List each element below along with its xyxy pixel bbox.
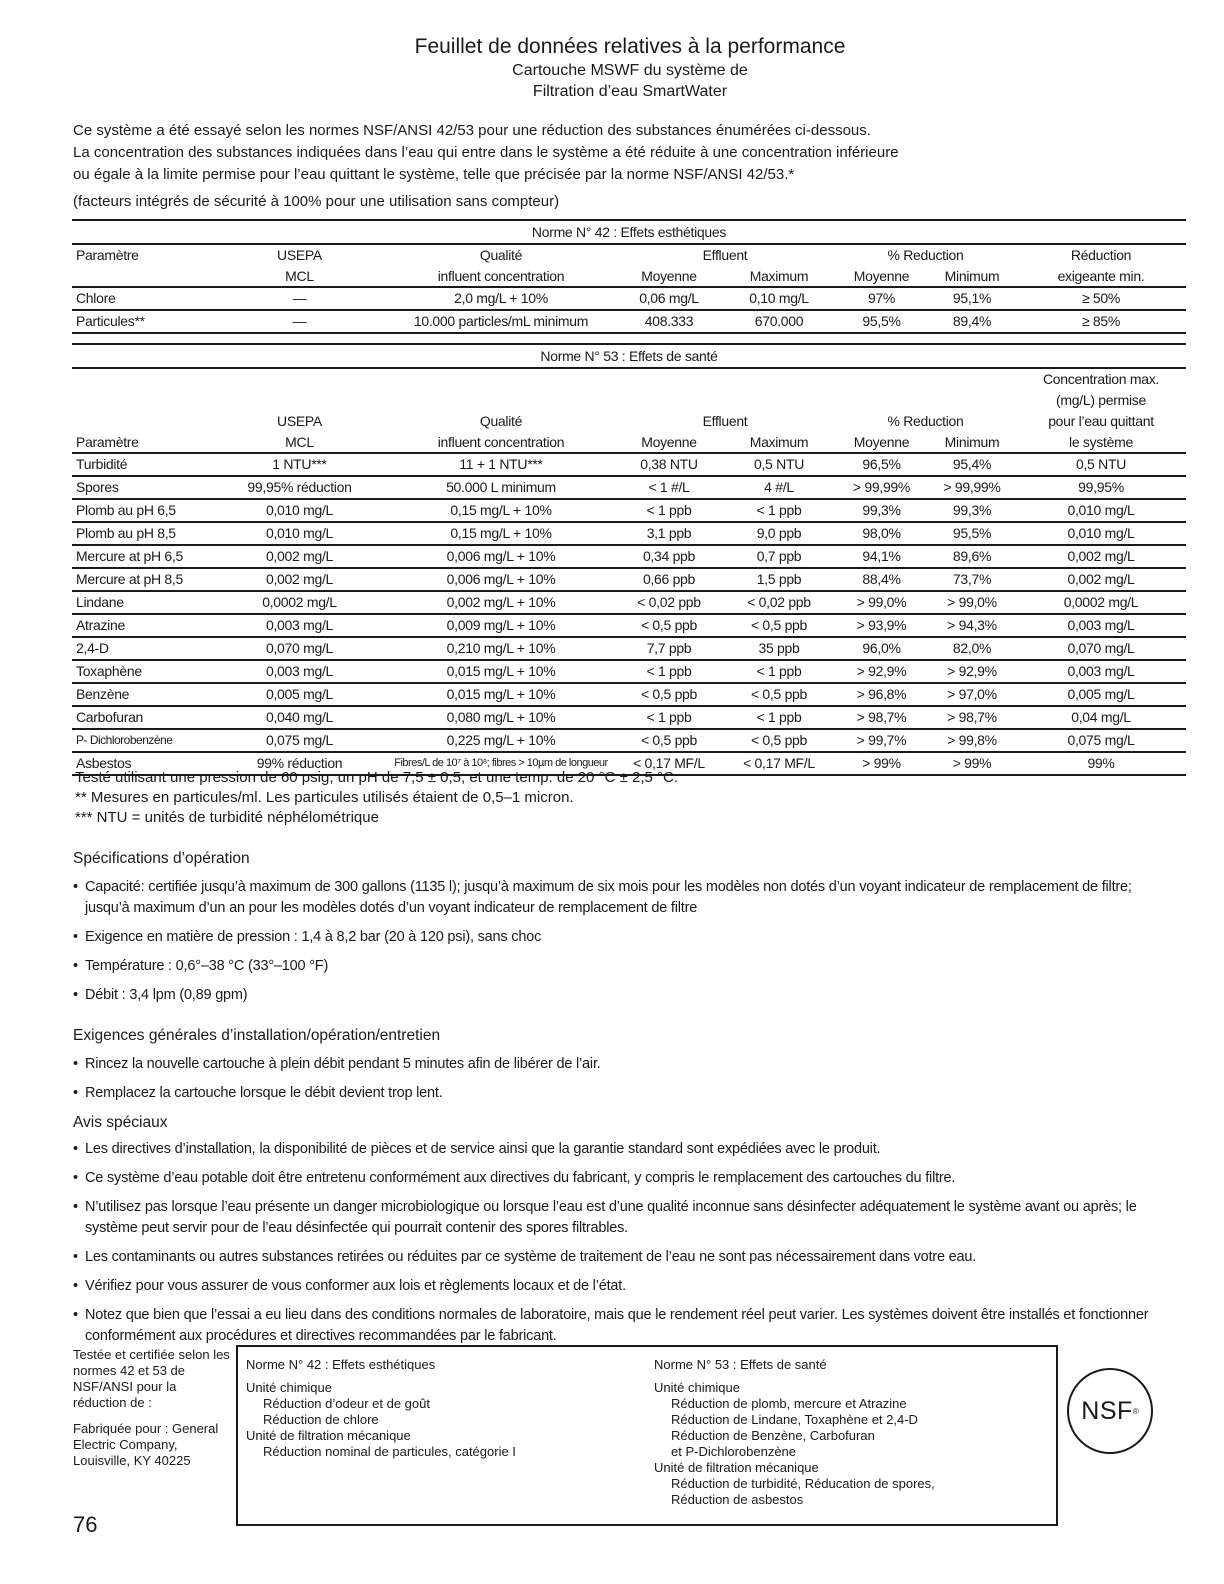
header-reduction-mean: Moyenne <box>853 268 910 284</box>
certification-53-chemical-items <box>654 1396 1044 1460</box>
cell-red-min: > 94,3% <box>928 614 1016 637</box>
cell-conc: 0,003 mg/L <box>1016 614 1186 637</box>
header-conc-line-1: Concentration max. <box>1043 371 1159 387</box>
cell-param: Mercure at pH 6,5 <box>72 545 212 568</box>
cell-red-min: > 98,7% <box>928 706 1016 729</box>
list-item: • Ce système d’eau potable doit être entretenu conformément aux directives du fabricant, y compris le remplacement des cartouches du filtre. <box>73 1168 1153 1189</box>
cell-influent: 0,006 mg/L + 10% <box>387 545 615 568</box>
header-effluent-mean: Moyenne <box>641 434 697 450</box>
manufacturer-text: Fabriquée pour : General Electric Company, Louisville, KY 40225 <box>73 1421 219 1468</box>
header-effluent: Effluent <box>702 247 748 263</box>
cell-param: Lindane <box>72 591 212 614</box>
cell-conc: 0,002 mg/L <box>1016 545 1186 568</box>
table-row <box>72 453 1186 476</box>
certification-item: Réduction de chlore <box>263 1412 379 1427</box>
cell-conc: 0,04 mg/L <box>1016 706 1186 729</box>
certification-53-chemical-unit: Unité chimique <box>654 1380 740 1395</box>
certification-notes <box>73 1347 233 1479</box>
cell-red-min: > 99,0% <box>928 591 1016 614</box>
list-item: • Exigence en matière de pression : 1,4 à 8,2 bar (20 à 120 psi), sans choc <box>73 927 1153 948</box>
table-row <box>72 729 1186 752</box>
cell-eff-max: 670.000 <box>723 310 835 333</box>
standard-42-label: Norme N° 42 : Effets esthétiques <box>72 220 1186 244</box>
cell-conc: 0,070 mg/L <box>1016 637 1186 660</box>
cell-influent: 0,015 mg/L + 10% <box>387 683 615 706</box>
cell-eff-mean: 7,7 ppb <box>615 637 723 660</box>
certification-53-heading: Norme N° 53 : Effets de santé <box>654 1357 827 1372</box>
cell-eff-max: < 0,02 ppb <box>723 591 835 614</box>
cell-eff-mean: < 0,5 ppb <box>615 683 723 706</box>
header-quality: Qualité <box>479 413 523 429</box>
cell-influent: 10.000 particles/mL minimum <box>387 310 615 333</box>
cell-mcl: 99% réduction <box>212 752 387 775</box>
standard-42-rows <box>72 287 1186 333</box>
table-row <box>72 522 1186 545</box>
cell-red-mean: > 99,7% <box>835 729 928 752</box>
cell-influent: 0,006 mg/L + 10% <box>387 568 615 591</box>
cell-param: Atrazine <box>72 614 212 637</box>
cell-mcl: 0,003 mg/L <box>212 660 387 683</box>
cell-conc: 0,005 mg/L <box>1016 683 1186 706</box>
standard-53-table <box>72 343 1186 776</box>
list-item: • Remplacez la cartouche lorsque le débit devient trop lent. <box>73 1083 1153 1104</box>
cell-red-min: 99,3% <box>928 499 1016 522</box>
list-item: • Les directives d’installation, la disponibilité de pièces et de service ainsi que la garantie standard sont expédiées avec le produit. <box>73 1139 1153 1160</box>
cell-mcl: 0,040 mg/L <box>212 706 387 729</box>
cell-red-mean: > 98,7% <box>835 706 928 729</box>
certification-item: Réduction de Lindane, Toxaphène et 2,4-D <box>671 1412 918 1427</box>
certification-42-mechanical-items <box>246 1444 626 1460</box>
intro-line-2: La concentration des substances indiquées dans l’eau qui entre dans le système a été réduite à une concentration inférieure <box>73 144 899 161</box>
cell-eff-max: < 0,5 ppb <box>723 683 835 706</box>
certification-tested-text: Testée et certifiée selon les normes 42 et 53 de NSF/ANSI pour la réduction de : <box>73 1347 230 1410</box>
header-parameter: Paramètre <box>76 434 139 450</box>
document-subtitle-line-2: Filtration d’eau SmartWater <box>532 83 728 100</box>
cell-eff-mean: 3,1 ppb <box>615 522 723 545</box>
header-influent: influent concentration <box>437 268 565 284</box>
cell-eff-mean: < 0,5 ppb <box>615 614 723 637</box>
certification-item: Réduction d’odeur et de goût <box>263 1396 430 1411</box>
header-effluent: Effluent <box>702 413 748 429</box>
cell-mcl: 0,003 mg/L <box>212 614 387 637</box>
certification-item: Réduction de turbidité, Réducation de spores, <box>671 1476 935 1491</box>
standard-53-rows <box>72 453 1186 775</box>
cell-red-min: > 92,9% <box>928 660 1016 683</box>
cell-red-min: 89,6% <box>928 545 1016 568</box>
list-item: • Débit : 3,4 lpm (0,89 gpm) <box>73 985 1153 1006</box>
table-row <box>72 310 1186 333</box>
cell-eff-mean: 0,34 ppb <box>615 545 723 568</box>
nsf-logo <box>1067 1368 1153 1454</box>
cell-param: Particules** <box>72 310 212 333</box>
cell-param: Carbofuran <box>72 706 212 729</box>
cell-red-mean: > 93,9% <box>835 614 928 637</box>
list-item: • Les contaminants ou autres substances retirées ou réduites par ce système de traitement de l’eau ne sont pas nécessairement dans votre eau. <box>73 1247 1153 1268</box>
registered-mark: ® <box>1132 1406 1139 1416</box>
cell-influent: 0,009 mg/L + 10% <box>387 614 615 637</box>
list-item: • Température : 0,6°–38 °C (33°–100 °F) <box>73 956 1153 977</box>
cell-red-min: 89,4% <box>928 310 1016 333</box>
cell-eff-max: 0,5 NTU <box>723 453 835 476</box>
certification-42-chemical-items <box>246 1396 626 1428</box>
cell-red-mean: > 92,9% <box>835 660 928 683</box>
header-usepa: USEPA <box>277 413 322 429</box>
cell-mcl: 0,005 mg/L <box>212 683 387 706</box>
cell-req: ≥ 50% <box>1016 287 1186 310</box>
table-row <box>72 545 1186 568</box>
cell-conc: 99,95% <box>1016 476 1186 499</box>
cell-red-mean: > 96,8% <box>835 683 928 706</box>
cell-eff-mean: < 0,02 ppb <box>615 591 723 614</box>
cell-red-mean: 95,5% <box>835 310 928 333</box>
cell-red-min: > 99,8% <box>928 729 1016 752</box>
cell-req: ≥ 85% <box>1016 310 1186 333</box>
table-row <box>72 287 1186 310</box>
header-reduction: % Reduction <box>887 247 964 263</box>
cell-red-mean: 97% <box>835 287 928 310</box>
cell-influent: 0,080 mg/L + 10% <box>387 706 615 729</box>
certification-53-mechanical-items <box>654 1476 1044 1508</box>
header-usepa: USEPA <box>277 247 322 263</box>
operation-specifications-heading: Spécifications d’opération <box>73 850 250 867</box>
cell-influent: 11 + 1 NTU*** <box>387 453 615 476</box>
list-item: • Vérifiez pour vous assurer de vous conformer aux lois et règlements locaux et de l’état. <box>73 1276 1153 1297</box>
certification-item: Réduction nominal de particules, catégorie I <box>263 1444 516 1459</box>
cell-eff-max: < 1 ppb <box>723 706 835 729</box>
general-requirements-list <box>73 1054 1153 1104</box>
cell-mcl: 0,0002 mg/L <box>212 591 387 614</box>
cell-eff-mean: < 1 ppb <box>615 499 723 522</box>
title-block <box>0 34 1224 102</box>
list-item: • Notez que bien que l’essai a eu lieu dans des conditions normales de laboratoire, mais que le rendement réel peut varier. Les systèmes doivent être installés et fonctionner conformément aux procédures et directives recommandées par le fabricant. <box>73 1305 1153 1347</box>
header-conc-line-4: le système <box>1069 434 1133 450</box>
certification-standard-53 <box>654 1357 1044 1508</box>
cell-eff-max: < 1 ppb <box>723 499 835 522</box>
table-row <box>72 568 1186 591</box>
cell-eff-max: 0,10 mg/L <box>723 287 835 310</box>
document-subtitle-line-1: Cartouche MSWF du système de <box>512 62 748 79</box>
cell-param: Mercure at pH 8,5 <box>72 568 212 591</box>
header-quality: Qualité <box>479 247 523 263</box>
header-reduction-mean: Moyenne <box>853 434 910 450</box>
cell-eff-mean: < 1 ppb <box>615 706 723 729</box>
cell-red-mean: > 99,99% <box>835 476 928 499</box>
cell-red-mean: 96,5% <box>835 453 928 476</box>
cell-eff-mean: 408.333 <box>615 310 723 333</box>
header-reduction-min: Minimum <box>944 434 1000 450</box>
table-row <box>72 637 1186 660</box>
intro-line-3: ou égale à la limite permise pour l’eau quittant le système, telle que précisée par la norme NSF/ANSI 42/53.* <box>73 166 795 183</box>
cell-influent: 0,225 mg/L + 10% <box>387 729 615 752</box>
cell-param: Turbidité <box>72 453 212 476</box>
cell-mcl: 1 NTU*** <box>212 453 387 476</box>
cell-eff-mean: < 0,5 ppb <box>615 729 723 752</box>
certification-42-mechanical-unit: Unité de filtration mécanique <box>246 1428 411 1443</box>
certification-standard-42 <box>246 1357 626 1460</box>
certification-item: Réduction de asbestos <box>671 1492 804 1507</box>
footnote-test-conditions: Testé utilisant une pression de 60 psig; un pH de 7,5 ± 0,5; et une temp. de 20 °C ± 2,5 °C. <box>75 769 678 786</box>
header-conc-line-3: pour l’eau quittant <box>1048 413 1154 429</box>
standard-53-label: Norme N° 53 : Effets de santé <box>72 344 1186 368</box>
special-notices-list <box>73 1139 1153 1347</box>
cell-eff-max: 1,5 ppb <box>723 568 835 591</box>
cell-param: Benzène <box>72 683 212 706</box>
cell-red-mean: 98,0% <box>835 522 928 545</box>
header-mcl: MCL <box>285 434 314 450</box>
general-requirements <box>73 1025 1153 1355</box>
cell-red-min: > 97,0% <box>928 683 1016 706</box>
cell-influent: 0,15 mg/L + 10% <box>387 522 615 545</box>
footnotes <box>75 768 678 828</box>
operation-specifications <box>73 848 1153 1014</box>
cell-param: Toxaphène <box>72 660 212 683</box>
cell-conc: 0,002 mg/L <box>1016 568 1186 591</box>
cell-red-min: 95,5% <box>928 522 1016 545</box>
cell-eff-max: 9,0 ppb <box>723 522 835 545</box>
cell-conc: 99% <box>1016 752 1186 775</box>
cell-eff-max: 35 ppb <box>723 637 835 660</box>
cell-mcl: 0,075 mg/L <box>212 729 387 752</box>
header-conc-line-2: (mg/L) permise <box>1056 392 1146 408</box>
standard-42-table <box>72 219 1186 334</box>
cell-param: Asbestos <box>72 752 212 775</box>
cell-mcl: — <box>212 287 387 310</box>
cell-eff-max: 0,7 ppb <box>723 545 835 568</box>
header-reduction: % Reduction <box>887 413 964 429</box>
cell-red-min: > 99% <box>928 752 1016 775</box>
certification-box <box>236 1345 1058 1526</box>
cell-eff-max: < 1 ppb <box>723 660 835 683</box>
intro-paragraph <box>73 120 1173 213</box>
cell-eff-mean: 0,06 mg/L <box>615 287 723 310</box>
certification-item: et P-Dichlorobenzène <box>671 1444 797 1459</box>
header-influent: influent concentration <box>437 434 565 450</box>
cell-red-mean: 99,3% <box>835 499 928 522</box>
table-row <box>72 706 1186 729</box>
list-item: • Rincez la nouvelle cartouche à plein débit pendant 5 minutes afin de libérer de l’air. <box>73 1054 1153 1075</box>
cell-mcl: 0,010 mg/L <box>212 522 387 545</box>
header-required-reduction: Réduction <box>1070 247 1132 263</box>
special-notices-heading: Avis spéciaux <box>73 1114 168 1131</box>
cell-influent: 0,15 mg/L + 10% <box>387 499 615 522</box>
header-effluent-max: Maximum <box>749 434 809 450</box>
cell-red-min: > 99,99% <box>928 476 1016 499</box>
table-row <box>72 614 1186 637</box>
cell-conc: 0,010 mg/L <box>1016 499 1186 522</box>
cell-influent: 0,210 mg/L + 10% <box>387 637 615 660</box>
cell-red-mean: 94,1% <box>835 545 928 568</box>
cell-eff-max: < 0,17 MF/L <box>723 752 835 775</box>
cell-mcl: — <box>212 310 387 333</box>
cell-red-min: 95,4% <box>928 453 1016 476</box>
cell-red-min: 95,1% <box>928 287 1016 310</box>
intro-line-1: Ce système a été essayé selon les normes NSF/ANSI 42/53 pour une réduction des substances énumérées ci-dessous. <box>73 122 871 139</box>
cell-conc: 0,5 NTU <box>1016 453 1186 476</box>
cell-influent: 0,015 mg/L + 10% <box>387 660 615 683</box>
header-reduction-min: Minimum <box>944 268 1000 284</box>
cell-influent: Fibres/L de 10⁷ à 10⁸; fibres > 10µm de longueur <box>387 752 615 775</box>
header-mcl: MCL <box>285 268 314 284</box>
cell-param: Spores <box>72 476 212 499</box>
cell-influent: 2,0 mg/L + 10% <box>387 287 615 310</box>
header-required-min: exigeante min. <box>1057 268 1145 284</box>
cell-influent: 50.000 L minimum <box>387 476 615 499</box>
header-effluent-max: Maximum <box>749 268 809 284</box>
cell-mcl: 0,070 mg/L <box>212 637 387 660</box>
cell-param: 2,4-D <box>72 637 212 660</box>
cell-red-mean: > 99,0% <box>835 591 928 614</box>
header-parameter: Paramètre <box>76 247 139 263</box>
cell-mcl: 0,002 mg/L <box>212 568 387 591</box>
certification-42-chemical-unit: Unité chimique <box>246 1380 332 1395</box>
list-item: • Capacité: certifiée jusqu’à maximum de 300 gallons (1135 l); jusqu’à maximum de six mois pour les modèles non dotés d’un voyant indicateur de remplacement de filtre; jusqu’à maximum d’un an pour les modèles dotés d’un voyant indicateur de remplacement de filtre <box>73 877 1153 919</box>
list-item: • N’utilisez pas lorsque l’eau présente un danger microbiologique ou lorsque l’eau est d’une qualité inconnue sans désinfecter adéquatement le système avant ou après; le système peut servir pour de l’eau désinfectée qui pourrait contenir des spores filtrables. <box>73 1197 1153 1239</box>
cell-mcl: 99,95% réduction <box>212 476 387 499</box>
page-number: 76 <box>73 1512 98 1537</box>
cell-conc: 0,003 mg/L <box>1016 660 1186 683</box>
cell-red-min: 73,7% <box>928 568 1016 591</box>
cell-eff-max: < 0,5 ppb <box>723 614 835 637</box>
cell-eff-mean: 0,66 ppb <box>615 568 723 591</box>
cell-mcl: 0,010 mg/L <box>212 499 387 522</box>
cell-param: Plomb au pH 6,5 <box>72 499 212 522</box>
cell-influent: 0,002 mg/L + 10% <box>387 591 615 614</box>
footnote-ntu: *** NTU = unités de turbidité néphélométrique <box>75 809 379 826</box>
table-row <box>72 660 1186 683</box>
cell-red-min: 82,0% <box>928 637 1016 660</box>
intro-safety-note: (facteurs intégrés de sécurité à 100% pour une utilisation sans compteur) <box>73 193 560 210</box>
cell-conc: 0,010 mg/L <box>1016 522 1186 545</box>
table-row <box>72 499 1186 522</box>
cell-eff-mean: 0,38 NTU <box>615 453 723 476</box>
table-row <box>72 591 1186 614</box>
cell-red-mean: > 99% <box>835 752 928 775</box>
cell-eff-max: 4 #/L <box>723 476 835 499</box>
nsf-logo-text: NSF <box>1081 1396 1133 1425</box>
certification-42-heading: Norme N° 42 : Effets esthétiques <box>246 1357 436 1372</box>
footnote-particles: ** Mesures en particules/ml. Les particules utilisés étaient de 0,5–1 micron. <box>75 789 574 806</box>
header-effluent-mean: Moyenne <box>641 268 697 284</box>
cell-eff-mean: < 1 #/L <box>615 476 723 499</box>
cell-red-mean: 88,4% <box>835 568 928 591</box>
cell-mcl: 0,002 mg/L <box>212 545 387 568</box>
cell-red-mean: 96,0% <box>835 637 928 660</box>
cell-conc: 0,075 mg/L <box>1016 729 1186 752</box>
certification-item: Réduction de plomb, mercure et Atrazine <box>671 1396 907 1411</box>
cell-param: P- Dichlorobenzène <box>72 729 212 752</box>
cell-eff-mean: < 0,17 MF/L <box>615 752 723 775</box>
cell-param: Chlore <box>72 287 212 310</box>
document-title: Feuillet de données relatives à la performance <box>414 35 846 58</box>
table-row <box>72 476 1186 499</box>
cell-param: Plomb au pH 8,5 <box>72 522 212 545</box>
certification-item: Réduction de Benzène, Carbofuran <box>671 1428 875 1443</box>
cell-eff-mean: < 1 ppb <box>615 660 723 683</box>
operation-specifications-list <box>73 877 1153 1006</box>
cell-conc: 0,0002 mg/L <box>1016 591 1186 614</box>
general-requirements-heading: Exigences générales d’installation/opération/entretien <box>73 1027 441 1044</box>
certification-53-mechanical-unit: Unité de filtration mécanique <box>654 1460 819 1475</box>
cell-eff-max: < 0,5 ppb <box>723 729 835 752</box>
table-row <box>72 683 1186 706</box>
